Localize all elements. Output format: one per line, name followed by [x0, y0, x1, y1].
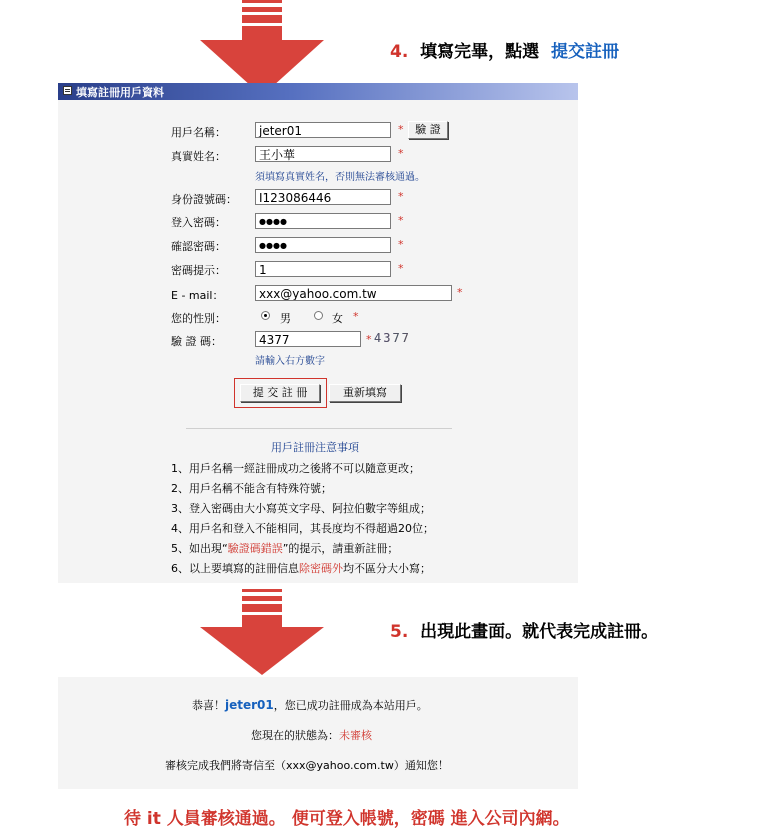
password-input[interactable]: ●●●● [255, 213, 391, 229]
step-number: 5. [390, 622, 409, 642]
confirm-password-label: 確認密碼： [171, 240, 226, 253]
captcha-input[interactable]: 4377 [255, 331, 361, 347]
step-number: 4. [390, 42, 409, 62]
down-arrow-icon [200, 0, 360, 96]
status-badge: 未審核 [339, 729, 372, 742]
gender-female-label: 女 [332, 312, 343, 325]
realname-label: 真實姓名： [171, 150, 226, 163]
success-panel [58, 677, 578, 789]
captcha-label: 驗 證 碼： [171, 335, 222, 348]
required-mark: * [398, 214, 404, 227]
submit-button[interactable]: 提 交 註 冊 [240, 384, 320, 402]
password-hint-input[interactable]: 1 [255, 261, 391, 277]
gender-male-label: 男 [280, 312, 291, 325]
required-mark: * [398, 123, 404, 136]
realname-hint: 須填寫真實姓名，否則無法審核通過。 [255, 172, 425, 183]
note-4: 4、用戶名和登入不能相同，其長度均不得超過20位； [171, 522, 434, 535]
confirm-password-input[interactable]: ●●●● [255, 237, 391, 253]
step-text: 填寫完畢，點選 [420, 42, 540, 62]
success-line-1: 恭喜！jeter01，您已成功註冊成為本站用戶。 [192, 698, 428, 712]
captcha-code: 4377 [374, 331, 411, 345]
note-1: 1、用戶名稱一經註冊成功之後將不可以隨意更改； [171, 462, 420, 475]
down-arrow-icon [200, 589, 360, 675]
password-label: 登入密碼： [171, 216, 226, 229]
step-text: 出現此畫面。就代表完成註冊。 [420, 622, 659, 642]
captcha-hint: 請輸入右方數字 [255, 356, 325, 367]
step-highlight: 提交註冊 [550, 42, 619, 62]
status-line: 您現在的狀態為：未審核 [251, 729, 372, 742]
realname-input[interactable]: 王小華 [255, 146, 391, 162]
note-5: 5、如出現“驗證碼錯誤”的提示，請重新註冊； [171, 542, 399, 555]
required-mark: * [398, 238, 404, 251]
note-3: 3、登入密碼由大小寫英文字母、阿拉伯數字等組成； [171, 502, 431, 515]
step-4-caption [390, 37, 619, 62]
email-notice-line: 審核完成我們將寄信至（xxx@yahoo.com.tw）通知您！ [165, 759, 449, 772]
gender-label: 您的性別： [171, 312, 226, 325]
idcard-input[interactable]: I123086446 [255, 189, 391, 205]
registration-form-panel [58, 83, 578, 583]
username-label: 用戶名稱： [171, 126, 226, 139]
verify-button[interactable]: 驗 證 [408, 121, 448, 139]
reset-button[interactable]: 重新填寫 [329, 384, 401, 402]
required-mark: * [398, 147, 404, 160]
final-note: 待 it 人員審核通過。 便可登入帳號，密碼 進入公司內網。 [124, 809, 570, 829]
gender-male-radio[interactable] [261, 311, 270, 320]
divider [186, 428, 452, 429]
form-header [58, 83, 578, 100]
notes-title: 用戶註冊注意事項 [271, 441, 359, 454]
note-6: 6、以上要填寫的註冊信息除密碼外均不區分大小寫； [171, 562, 431, 575]
idcard-label: 身份證號碼： [171, 193, 237, 206]
required-mark: * [353, 310, 359, 323]
username-input[interactable]: jeter01 [255, 122, 391, 138]
step-5-caption [390, 617, 658, 642]
password-hint-label: 密碼提示： [171, 264, 226, 277]
required-mark: * [366, 333, 372, 346]
note-2: 2、用戶名稱不能含有特殊符號； [171, 482, 332, 495]
form-icon [63, 86, 72, 95]
gender-female-radio[interactable] [314, 311, 323, 320]
required-mark: * [398, 190, 404, 203]
required-mark: * [398, 262, 404, 275]
form-title: 填寫註冊用戶資料 [76, 86, 164, 99]
email-input[interactable]: xxx@yahoo.com.tw [255, 285, 452, 301]
email-label: E - mail： [171, 289, 224, 302]
required-mark: * [457, 286, 463, 299]
